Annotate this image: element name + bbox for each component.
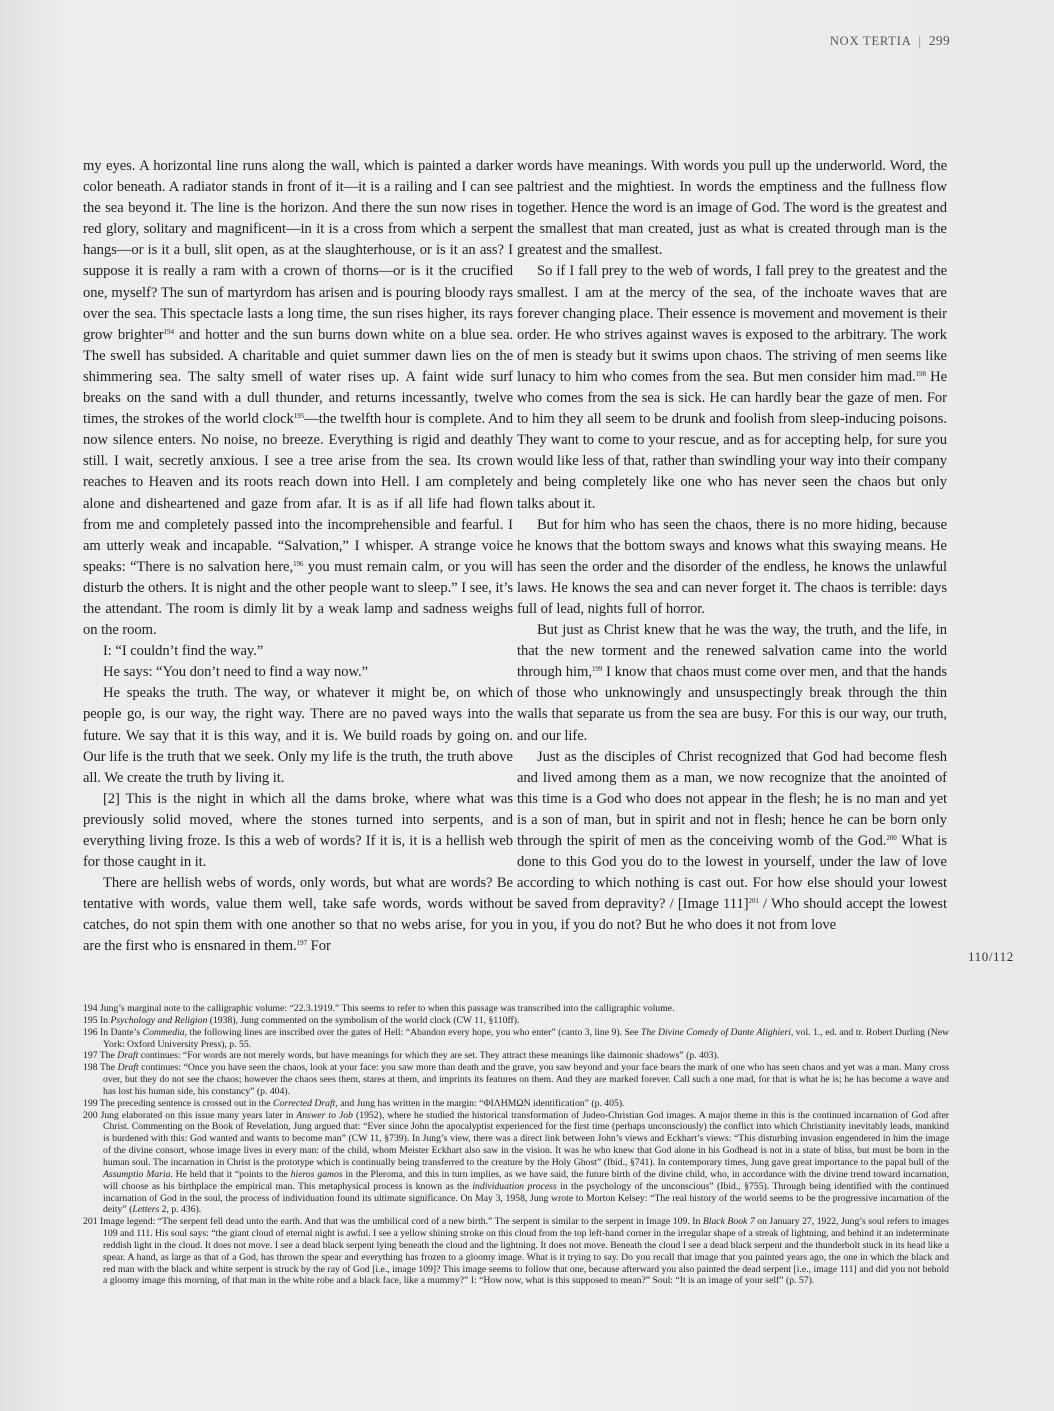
body-text [83, 156, 947, 958]
text-run: 194 Jung’s marginal note to the calligraphic volume: “22.3.1919.” This seems to refer to when this passage was transcribed into the calligraphic volume. [83, 1003, 675, 1014]
italic-title: Answer to Job [296, 1109, 353, 1121]
text-run: For [307, 938, 331, 955]
italic-title: Letters [132, 1204, 160, 1216]
text-run: and hotter and the sun burns down white on a blue sea. The swell has subsided. A charitable and quiet summer dawn lies on the shimmering sea. The salty smell of water rises up. A faint wide surf breaks on the sand with a dull thunder, and returns incessantly, twelve times, the strokes of the world clock [83, 326, 513, 428]
text-run: words have meanings. With words you pull up the underworld. Word, the paltriest and the mightiest. In words the emptiness and the fullness flow together. Hence the word is an image of God. The word is the greatest and the smallest that man created, just as what is created through man is the greatest and the smallest. [517, 158, 947, 259]
left-column [83, 156, 513, 958]
text-run: 199 The preceding sentence is crossed out in the [83, 1097, 274, 1109]
text-run: , vol. 1., ed. and tr. Robert Durling (New York: Oxford University Press), p. 55. [103, 1026, 949, 1050]
text-run: . He held that it “points to the [170, 1168, 291, 1180]
paragraph [83, 873, 513, 957]
text-run: in the Pleroma, and this in turn implies, as we have said, the future birth of the divine child, who, in accordance with the divine trend toward incarnation, will choose as his birthplace the empirical man. This metaphysical process is known as the [103, 1168, 949, 1192]
text-run: So if I fall prey to the web of words, I fall prey to the greatest and the smallest. I am at the mercy of the sea, of the inchoate waves that are forever changing place. Their essence is movement and movement is their order. He who strives against waves is exposed to the arbitrary. The work of men is steady but it swims upon chaos. The striving of men seems like lunacy to him who comes from the sea. But men consider him mad. [517, 263, 947, 385]
italic-title: individuation process [472, 1180, 557, 1192]
footnote-ref: 196 [293, 559, 304, 568]
text-run: my eyes. A horizontal line runs along the wall, which is painted a darker color beneath. A radiator stands in front of it—it is a railing and I can see the sea beyond it. The line is the horizon. And there the sun now rises in red glory, solitary and magnificent—in it is a cross from which a serpent hangs—or is it a bull, slit open, as at the slaughterhouse, or is it an ass? I suppose it is really a ram with a crown of thorns—or is it the crucified one, myself? The sun of martyrdom has arisen and is pouring bloody rays over the sea. This spectacle lasts a long time, the sun rises higher, its rays grow brighter [83, 158, 513, 343]
text-run: , and Jung has written in the margin: “ΦΙΛΗΜΩΝ identification” (p. 405). [335, 1097, 625, 1109]
paragraph [83, 683, 513, 788]
paragraph [517, 515, 947, 620]
text-run: What is done to this God you do to the lowest in yourself, under the law of love according to which nothing is cast out. For how else should your lowest be saved from depravity? / [Image 111] [517, 833, 947, 913]
paragraph [517, 747, 947, 937]
text-run: I know that chaos must come over men, and that the hands of those who unknowingly and unsuspectingly break through the thin walls that separate us from the sea are busy. For this is our way, our truth, and our life. [517, 664, 947, 744]
text-run: Just as the disciples of Christ recognized that God had become flesh and lived among them as a man, we now recognize that the anointed of this time is a God who does not appear in the flesh; he is no man and yet is a son of man, but in spirit and not in flesh; hence he can be born only through the spirit of men as the conceiving womb of the God. [517, 748, 947, 849]
text-run: —the twelfth hour is complete. And now silence enters. No noise, no breeze. Everything is rigid and deathly still. I wait, secretly anxious. I see a tree arise from the sea. Its crown reaches to Heaven and its roots reach down into Hell. I am completely alone and disheartened and gaze from afar. It is as if all life had flown from me and completely passed into the incomprehensible and fearful. I am utterly weak and incapable. “Salvation,” I whisper. A strange voice speaks: “There is no salvation here, [83, 411, 513, 575]
paragraph [83, 156, 513, 641]
footnote [83, 1062, 949, 1098]
header-separator: | [918, 34, 922, 48]
footnote [83, 1098, 949, 1110]
italic-title: The Divine Comedy of Dante Alighieri [640, 1026, 791, 1038]
text-run: 198 The [83, 1062, 118, 1074]
footnotes [83, 1003, 949, 1287]
footnote-ref: 194 [163, 327, 175, 336]
footnote [83, 1050, 949, 1062]
image-reference-margin-note: 110/112 [968, 949, 1014, 964]
footnote-ref: 199 [591, 665, 603, 674]
footnote [83, 1216, 949, 1287]
text-run: I: “I couldn’t find the way.” [103, 643, 264, 660]
text-run: (1952), where he studied the historical transformation of Judeo-Christian God images. A major theme in this is the continued incarnation of God after Christ. Commenting on the Book of Revelation, Jung argued that: “Ever since John the apocalyptist experienced for the first time (perhaps unconsciously) the conflict into which Christianity inevitably leads, mankind is burdened with this: God wanted and wants to become man” (CW 11, §739). In Jung’s view, there was a direct link between John’s views and Eckhart’s views: “This disturbing invasion engendered in him the image of the divine consort, whose image lives in every man: of the child, whom Meister Eckhart also saw in the vision. It was he who knew that God alone in his Godhead is not in a state of bliss, but must be born in the human soul. The incarnation in Christ is the prototype which is continually being transferred to the creature by the Holy Ghost” (Ibid., §741). In contemporary times, Jung gave great importance to the papal bull of the [103, 1109, 950, 1168]
footnote [83, 1027, 949, 1051]
text-run: on January 27, 1922, Jung’s soul refers to images 109 and 111. His soul says: “the giant cloud of eternal night is awful. I see a yellow shining stroke on this cloud from the top left-hand corner in the irregular shape of a streak of lightning, and behind it an indeterminate reddish light in the cloud. It does not move. I see a dead black serpent lying beneath the cloud and the lightning. It does not move. Beneath the cloud I see a dead black serpent and the thunderbolt stuck in its head like a spear. A hand, as large as that of a God, has thrown the spear and everything has frozen to a gloomy image. What is it trying to say. Do you recall that image that you painted years ago, the one in which the black and red man with the black and white serpent is struck by the ray of God [i.e., image 109]? This image seems to follow that one, because afterward you also painted the dead serpent [i.e., image 111] and did you not behold a gloomy image this morning, of that man in the white robe and a black face, like a mummy?” I: “How now, what is this supposed to mean?” Soul: “It is an image of your self” (p. 57). [103, 1216, 949, 1287]
footnote-ref: 201 [748, 897, 759, 906]
text-run: [2] This is the night in which all the dams broke, where what was previously solid moved, where the stones turned into serpents, and everything living froze. Is this a web of words? If it is, it is a hellish web for those caught in it. [83, 790, 513, 871]
italic-title: Commedia [142, 1026, 185, 1038]
text-run: There are hellish webs of words, only words, but what are words? Be tentative with words, value them well, take safe words, words without catches, do not spin them with one another so that no webs arise, for you are the first who is ensnared in them. [83, 875, 513, 955]
text-run: , the following lines are inscribed over the gates of Hell: “Abandon every hope, you who enter” (canto 3, line 9). See [184, 1026, 641, 1038]
text-run: in the psychology of the unconscious” (Ibid., §755). Through being identified with the continued incarnation of God in the soul, the process of individuation found its ultimate significance. On May 3, 1958, Jung wrote to Morton Kelsey: “The real history of the world seems to be the progressive incarnation of the deity” ( [103, 1180, 949, 1216]
footnote [83, 1110, 949, 1217]
paragraph [83, 789, 513, 873]
running-head [700, 33, 950, 49]
italic-title: Psychology and Religion [110, 1014, 208, 1026]
text-run: He who comes from the sea is sick. He can hardly bear the gaze of men. For to him they all seem to be drunk and foolish from sleep-inducing poisons. They want to come to your rescue, and as for accepting help, for sure you would like less of that, rather than swindling your way into their company and being completely like one who has never seen the chaos but only talks about it. [517, 368, 947, 512]
text-run: 197 The [83, 1050, 118, 1062]
paragraph [83, 662, 513, 683]
right-column [517, 156, 947, 958]
text-run: 201 Image legend: “The serpent fell dead unto the earth. And that was the umbilical cord of a new birth.” The serpent is similar to the serpent in Image 109. In [83, 1216, 703, 1228]
paragraph [517, 156, 947, 261]
italic-title: Black Book 7 [702, 1216, 755, 1228]
text-run: continues: “Once you have seen the chaos, look at your face: you saw more than death and the grave, you saw beyond and your face bears the mark of one who has seen chaos and yet was a man. Many cross over, but they do not see the chaos; however the chaos sees them, stares at them, and imprints its features on them. And they are marked forever. Call such a one mad, for that is what he is; he has become a wave and has lost his human side, his constancy” (p. 404). [103, 1062, 950, 1097]
text-run: He speaks the truth. The way, or whatever it might be, on which people go, is our way, the right way. There are no paved ways into the future. We say that it is this way, and it is. We build roads by going on. Our life is the truth that we seek. Only my life is the truth, the truth above all. We create the truth by living it. [83, 685, 513, 786]
text-run: 196 In Dante’s [83, 1026, 143, 1038]
text-run: 2, p. 436). [159, 1204, 202, 1216]
section-title: NOX TERTIA [829, 34, 912, 48]
text-run: continues: “For words are not merely words, but have meanings for which they are set. They attract these meanings like daimonic shadows” (p. 403). [138, 1050, 720, 1062]
text-run: 200 Jung elaborated on this issue many years later in [83, 1109, 297, 1121]
paragraph [517, 261, 947, 514]
text-run: He says: “You don’t need to find a way now.” [103, 664, 369, 681]
italic-title: Assumptio Maria [103, 1168, 171, 1180]
text-run: / Who should accept the lowest in you, if you do not? But he who does it not from love [517, 896, 947, 934]
page-number: 299 [928, 33, 950, 48]
paragraph [517, 620, 947, 747]
text-run: (1938), Jung commented on the symbolism of the world clock (CW 11, §110ff). [207, 1014, 520, 1026]
text-run: 195 In [83, 1014, 111, 1026]
footnote [83, 1015, 949, 1027]
italic-title: hieros gamos [290, 1168, 343, 1180]
italic-title: Corrected Draft [273, 1097, 336, 1109]
footnote-ref: 197 [296, 939, 308, 948]
footnote [83, 1003, 949, 1015]
text-run: But for him who has seen the chaos, there is no more hiding, because he knows that the bottom sways and knows what this swaying means. He has seen the order and the disorder of the endless, he knows the unlawful laws. He knows the sea and can never forget it. The chaos is terrible: days full of lead, nights full of horror. [517, 516, 947, 617]
footnote-ref: 198 [915, 369, 926, 378]
italic-title: Draft [117, 1062, 139, 1074]
text-run: you must remain calm, or you will disturb the others. It is night and the other people want to sleep.” I see, it’s the attendant. The room is dimly lit by a weak lamp and sadness weighs on the room. [83, 558, 514, 639]
footnote-ref: 200 [886, 834, 897, 842]
paragraph [83, 641, 513, 662]
footnote-ref: 195 [293, 412, 305, 421]
italic-title: Draft [117, 1050, 139, 1062]
text-run: But just as Christ knew that he was the way, the truth, and the life, in that the new torment and the renewed salvation came into the world through him, [517, 622, 947, 681]
